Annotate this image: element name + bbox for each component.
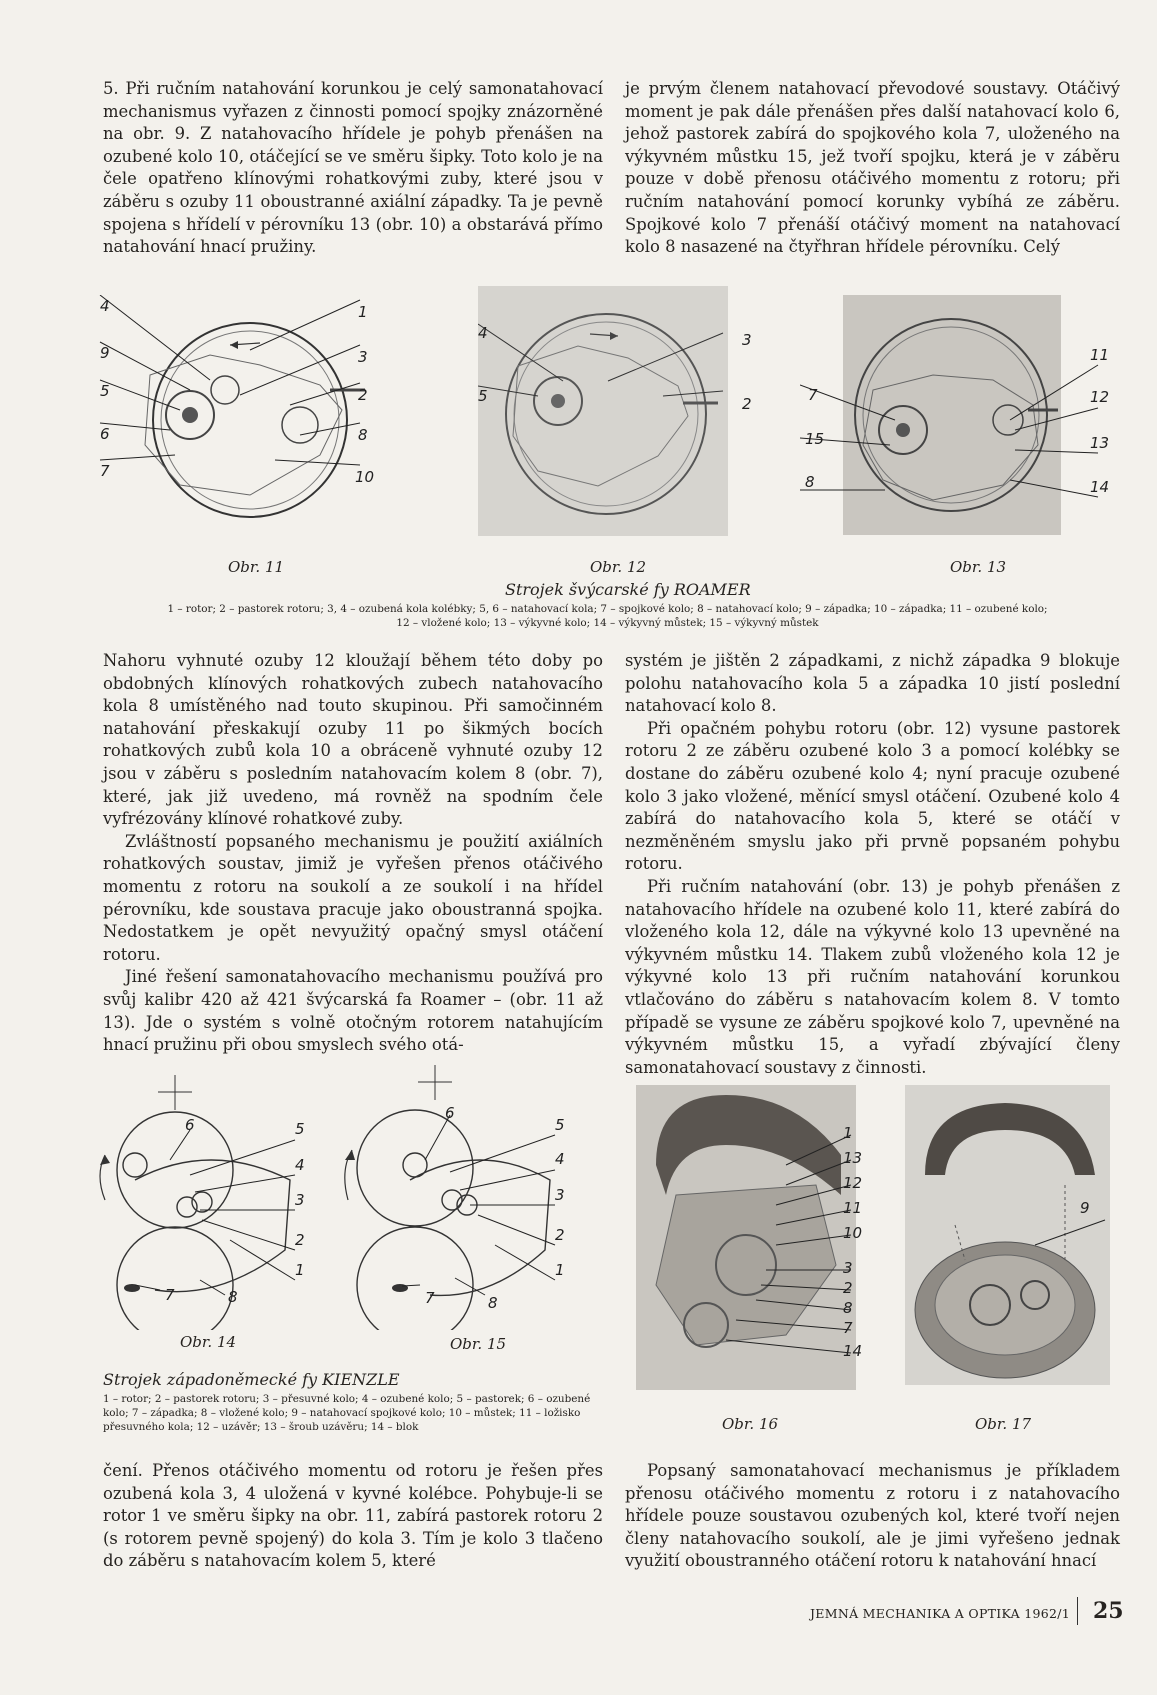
label: 8	[488, 1294, 498, 1312]
caption-obr-13: Obr. 13	[950, 558, 1007, 576]
label: 14	[843, 1342, 863, 1360]
label: 15	[805, 430, 825, 448]
text-column-top-right	[625, 78, 1120, 259]
legend-line: 1 – rotor; 2 – pastorek rotoru; 3, 4 – ozubená kola kolébky; 5, 6 – natahovací kola; 7 – spojkové kolo; 8 – natahovací kolo; 9 – západka; 10 – západka; 11 – ozubené kolo;	[167, 603, 1048, 615]
label: 4	[478, 324, 488, 342]
label: 3	[555, 1186, 565, 1204]
label: 6	[445, 1104, 455, 1122]
footer-divider	[1077, 1597, 1078, 1625]
figure-obr-16-labels	[838, 1118, 878, 1388]
label: 8	[843, 1299, 853, 1317]
paragraph: systém je jištěn 2 západkami, z nichž západka 9 blokuje polohu natahovacího kola 5 a západka 10 jistí poslední natahovací kolo 8.	[625, 651, 1120, 716]
label: 7	[425, 1289, 435, 1307]
figure-obr-11	[90, 295, 420, 545]
label: 3	[295, 1191, 305, 1209]
figure-obr-12-labels	[740, 325, 770, 415]
paragraph: Jiné řešení samonatahovacího mechanismu používá pro svůj kalibr 420 až 421 švýcarská fa Roamer – (obr. 11 až 13). Jde o systém s volně otočným rotorem natahujícím hnací pružinu při obou smyslech svého otá-	[103, 967, 603, 1055]
caption-obr-12: Obr. 12	[590, 558, 647, 576]
page-number: 25	[1093, 1598, 1124, 1624]
label: 11	[1090, 346, 1110, 364]
text-column-middle-left	[103, 650, 603, 1057]
label: 3	[742, 331, 752, 349]
figure-legend-roamer	[95, 602, 1120, 630]
figure-title-kienzle: Strojek západoněmecké fy KIENZLE	[103, 1370, 400, 1389]
label: 7	[843, 1319, 853, 1337]
journal-footer: JEMNÁ MECHANIKA A OPTIKA 1962/1	[810, 1606, 1071, 1621]
label: 10	[355, 468, 375, 486]
paragraph: 5. Při ručním natahování korunkou je celý samonatahovací mechanismus vyřazen z činnosti pomocí spojky znázorněné na obr. 9. Z natahovacího hřídele je pohyb přenášen na ozubené kolo 10, otáčející se ve směru šipky. Toto kolo je na čele opatřeno klínovými rohatkovými zuby, které jsou v záběru s ozuby 11 oboustranné axiální západky. Ta je pevně spojena s hřídelí v pérovníku 13 (obr. 10) a obstarává přímo natahování hnací pružiny.	[103, 79, 603, 257]
figure-legend-kienzle: 1 – rotor; 2 – pastorek rotoru; 3 – přesuvné kolo; 4 – ozubené kolo; 5 – pastorek; 6 – ozubené kolo; 7 – západka; 8 – vložené kolo; 9 – natahovací spojkové kolo; 10 – můstek; 11 – ložisko přesuvného kola; 12 – uzávěr; 13 – šroub uzávěru; 14 – blok	[103, 1393, 591, 1433]
label: 7	[165, 1286, 175, 1304]
figure-title-roamer: Strojek švýcarské fy ROAMER	[505, 580, 751, 599]
label: 7	[100, 462, 110, 480]
label: 12	[1090, 388, 1110, 406]
label: 13	[843, 1149, 863, 1167]
label: 8	[228, 1288, 238, 1306]
label: 13	[1090, 434, 1110, 452]
label: 14	[1090, 478, 1110, 496]
paragraph: Zvláštností popsaného mechanismu je použití axiálních rohatkových soustav, jimiž je vyřešen přenos otáčivého momentu z rotoru na soukolí a ze soukolí i na hřídel pérovníku, kde soustava pracuje jako oboustranná spojka. Nedostatkem je opět nevyužitý opačný smysl otáčení rotoru.	[103, 831, 603, 964]
paragraph: Nahoru vyhnuté ozuby 12 kloužají během této doby po obdobných klínových rohatkových zubech natahovacího kola 8 umístěného nad touto skupinou. Při samočinném natahování přeskakují ozuby 11 po šikmých bocích rohatkových zubů kola 10 a obráceně vyhnuté ozuby 12 jsou v záběru s posledním natahovacím kolem 8 (obr. 7), které, jak již uvedeno, má rovněž na spodním čele vyfrézovány klínové rohatkové zuby.	[103, 651, 603, 829]
figure-obr-15	[340, 1060, 600, 1330]
figure-obr-14	[80, 1070, 340, 1330]
figure-obr-17	[905, 1085, 1110, 1385]
label: 4	[295, 1156, 305, 1174]
label: 5	[555, 1116, 565, 1134]
figure-obr-16	[636, 1085, 856, 1390]
label: 1	[295, 1261, 305, 1279]
label: 12	[843, 1174, 863, 1192]
label: 9	[100, 344, 110, 362]
caption-obr-17: Obr. 17	[975, 1415, 1032, 1433]
label: 6	[100, 425, 110, 443]
label: 2	[742, 395, 752, 413]
paragraph: je prvým členem natahovací převodové soustavy. Otáčivý moment je pak dále přenášen přes další natahovací kolo 6, jehož pastorek zabírá do spojkového kola 7, uloženého na výkyvném můstku 15, jež tvoří spojku, která je v záběru pouze v době přenosu otáčivého momentu z rotoru; při ručním natahování pomocí korunky vybíhá ze záběru. Spojkové kolo 7 přenáší otáčivý moment na natahovací kolo 8 nasazené na čtyřhran hřídele pérovníku. Celý	[625, 79, 1120, 257]
label: 10	[843, 1224, 863, 1242]
text-column-bottom-right	[625, 1460, 1120, 1573]
caption-obr-15: Obr. 15	[450, 1335, 507, 1353]
caption-obr-14: Obr. 14	[180, 1333, 237, 1351]
label: 4	[555, 1150, 565, 1168]
paragraph: čení. Přenos otáčivého momentu od rotoru je řešen přes ozubená kola 3, 4 uložená v kyvné kolébce. Pohybuje-li se rotor 1 ve směru šipky na obr. 11, zabírá pastorek rotoru 2 (s rotorem pevně spojený) do kola 3. Tím je kolo 3 tlačeno do záběru s natahovacím kolem 5, které	[103, 1461, 603, 1571]
paragraph: Při ručním natahování (obr. 13) je pohyb přenášen z natahovacího hřídele na ozubené kolo 11, které zabírá do vloženého kola 12, dále na výkyvné kolo 13 upevněné na výkyvném můstku 14. Tlakem zubů vloženého kola 12 je výkyvné kolo 13 při ručním natahování korunkou vtlačováno do záběru s natahovacím kolem 8. V tomto případě se vysune ze záběru spojkové kolo 7, upevněné na výkyvném můstku 15, a vyřadí zbývající členy samonatahovací soustavy z činnosti.	[625, 876, 1120, 1077]
text-column-top-left	[103, 78, 603, 259]
label: 8	[358, 426, 368, 444]
label: 5	[478, 387, 488, 405]
label: 2	[843, 1279, 853, 1297]
label: 1	[555, 1261, 565, 1279]
legend-line: 12 – vložené kolo; 13 – výkyvné kolo; 14 – výkyvný můstek; 15 – výkyvný můstek	[396, 617, 819, 629]
label: 11	[843, 1199, 863, 1217]
label: 9	[1080, 1199, 1090, 1217]
label: 5	[295, 1120, 305, 1138]
paragraph: Při opačném pohybu rotoru (obr. 12) vysune pastorek rotoru 2 ze záběru ozubené kolo 3 a pomocí kolébky se dostane do záběru ozubené kolo 4; nyní pracuje ozubené kolo 3 jako vložené, měnící smysl otáčení. Ozubené kolo 4 zabírá do natahovacího kola 5, které se otáčí v nezměněném smyslu jako při prvně popsaném pohybu rotoru.	[625, 718, 1120, 874]
label: 2	[555, 1226, 565, 1244]
label: 3	[843, 1259, 853, 1277]
label: 4	[100, 297, 110, 315]
label: 5	[100, 382, 110, 400]
text-column-middle-right	[625, 650, 1120, 1079]
paragraph: Popsaný samonatahovací mechanismus je příkladem přenosu otáčivého momentu z rotoru i z natahovacího hřídele pouze soustavou ozubených kol, které tvoří nejen členy natahovacího soukolí, ale je jimi vyřešeno jednak využití oboustranného otáčení rotoru k natahování hnací	[625, 1461, 1120, 1571]
text-column-bottom-left	[103, 1460, 603, 1573]
label: 1	[843, 1124, 853, 1142]
figure-obr-12	[478, 286, 728, 536]
label: 3	[358, 348, 368, 366]
label: 2	[295, 1231, 305, 1249]
label: 1	[358, 303, 368, 321]
caption-obr-16: Obr. 16	[722, 1415, 779, 1433]
label: 7	[808, 386, 818, 404]
figure-obr-13-labels	[800, 340, 1110, 510]
caption-obr-11: Obr. 11	[228, 558, 285, 576]
label: 2	[358, 386, 368, 404]
label: 8	[805, 473, 815, 491]
label: 6	[185, 1116, 195, 1134]
